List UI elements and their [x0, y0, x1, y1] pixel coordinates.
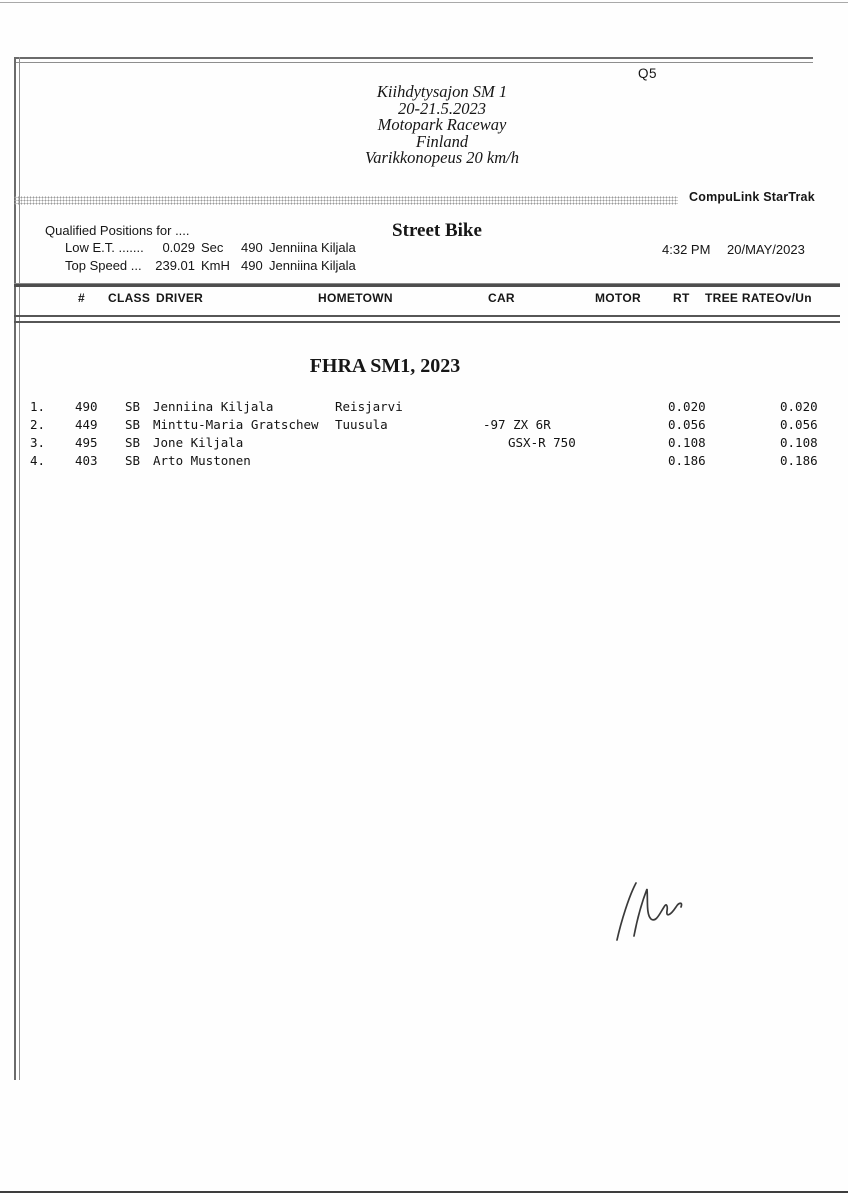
event-header-block — [287, 84, 597, 167]
cell-bike-number: 490 — [75, 399, 98, 414]
header-driver: DRIVER — [156, 291, 204, 305]
cell-position: 2. — [30, 417, 46, 432]
cell-reaction-time: 0.020 — [668, 399, 706, 414]
dotted-separator-band — [14, 196, 678, 205]
cell-reaction-time: 0.186 — [668, 453, 706, 468]
cell-driver: Jone Kiljala — [153, 435, 244, 450]
low-et-driver: Jenniina Kiljala — [269, 240, 356, 255]
header-class: CLASS — [108, 291, 151, 305]
cell-bike-number: 449 — [75, 417, 98, 432]
cell-reaction-time: 0.108 — [668, 435, 706, 450]
cell-hometown: Tuusula — [335, 417, 388, 432]
top-speed-value: 239.01 — [155, 258, 195, 273]
header-motor: MOTOR — [595, 291, 641, 305]
handwritten-signature — [603, 876, 699, 948]
top-speed-label: Top Speed ... — [65, 258, 142, 273]
top-speed-bike-number: 490 — [241, 258, 263, 273]
cell-car: -97 ZX 6R — [483, 417, 551, 432]
table-row — [0, 417, 848, 433]
cell-driver: Jenniina Kiljala — [153, 399, 274, 414]
header-car: CAR — [488, 291, 515, 305]
low-et-label: Low E.T. ....... — [65, 240, 144, 255]
cell-bike-number: 403 — [75, 453, 98, 468]
cell-class: SB — [125, 453, 141, 468]
top-speed-driver: Jenniina Kiljala — [269, 258, 356, 273]
top-speed-unit: KmH — [201, 258, 230, 273]
header-tree-rate: TREE RATE — [705, 291, 775, 305]
top-speed-line — [0, 258, 848, 274]
header-number: # — [78, 291, 85, 305]
cell-hometown: Reisjarvi — [335, 399, 403, 414]
cell-driver: Arto Mustonen — [153, 453, 251, 468]
cell-over-under: 0.108 — [780, 435, 818, 450]
table-header-bottom-rule — [14, 315, 840, 323]
race-class-title: Street Bike — [392, 220, 482, 241]
series-section-title: FHRA SM1, 2023 — [309, 355, 461, 377]
low-et-unit: Sec — [201, 240, 224, 255]
header-hometown: HOMETOWN — [318, 291, 393, 305]
cell-position: 4. — [30, 453, 46, 468]
low-et-bike-number: 490 — [241, 240, 263, 255]
cell-bike-number: 495 — [75, 435, 98, 450]
page-border-top-rule — [14, 57, 813, 63]
low-et-value: 0.029 — [162, 240, 195, 255]
cell-over-under: 0.056 — [780, 417, 818, 432]
table-row — [0, 435, 848, 451]
event-title: Kiihdytysajon SM 1 — [376, 82, 508, 101]
event-venue: Motopark Raceway — [377, 115, 507, 134]
cell-class: SB — [125, 417, 141, 432]
cell-class: SB — [125, 435, 141, 450]
timing-system-brand: CompuLink StarTrak — [689, 190, 815, 204]
cell-over-under: 0.186 — [780, 453, 818, 468]
event-dates: 20-21.5.2023 — [398, 98, 486, 118]
qualified-positions-heading: Qualified Positions for .... — [45, 223, 190, 238]
page-border-left-rule — [14, 57, 20, 1080]
header-rt: RT — [673, 291, 690, 305]
print-datetime — [0, 242, 848, 258]
table-row — [0, 399, 848, 415]
table-top-rule — [14, 283, 840, 287]
qualifying-run-label: Q5 — [638, 66, 658, 81]
cell-over-under: 0.020 — [780, 399, 818, 414]
table-column-headers — [0, 291, 848, 307]
page-bottom-rule — [0, 1191, 848, 1193]
cell-reaction-time: 0.056 — [668, 417, 706, 432]
header-over-under: Ov/Un — [775, 291, 812, 305]
event-note: Varikkonopeus 20 km/h — [365, 148, 519, 167]
cell-car: GSX-R 750 — [508, 435, 576, 450]
event-country: Finland — [415, 131, 469, 151]
cell-class: SB — [125, 399, 141, 414]
cell-driver: Minttu-Maria Gratschew — [153, 417, 319, 432]
print-time: 4:32 PM — [662, 242, 711, 257]
print-date: 20/MAY/2023 — [727, 242, 805, 257]
cell-position: 3. — [30, 435, 46, 450]
cell-position: 1. — [30, 399, 46, 414]
scan-edge-line — [0, 2, 848, 3]
table-row — [0, 453, 848, 469]
